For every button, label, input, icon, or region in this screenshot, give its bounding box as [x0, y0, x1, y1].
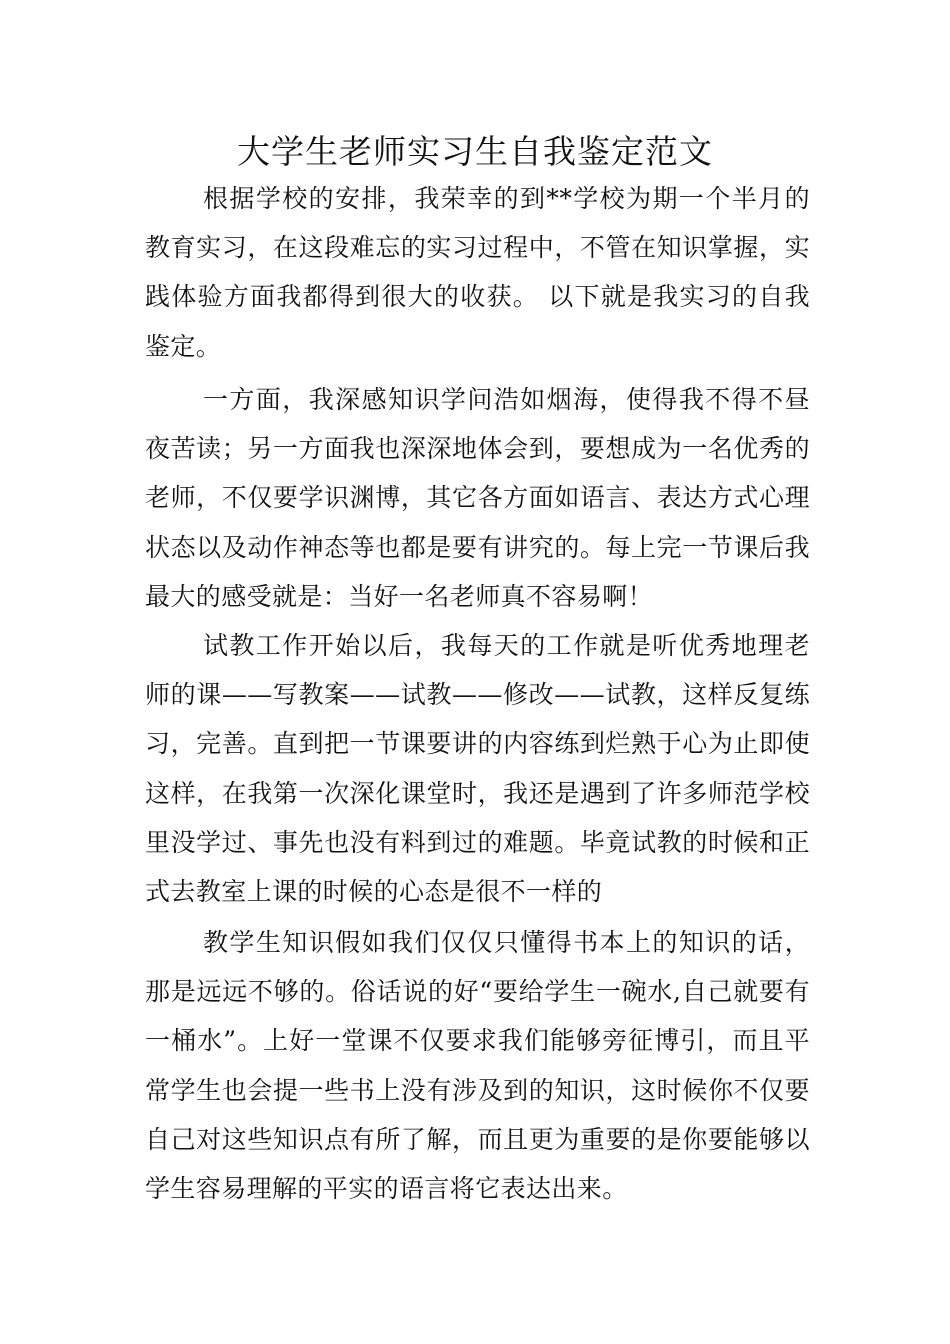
paragraph-3: 试教工作开始以后，我每天的工作就是听优秀地理老师的课——写教案——试教——修改——试教，这样反复练习，完善。直到把一节课要讲的内容练到烂熟于心为止即使这样，在我第一次深化课堂时，我还是遇到了许多师范学校里没学过、事先也没有料到过的难题。毕竟试教的时候和正式去教室上课的时候的心态是很不一样的: [145, 631, 810, 907]
paragraph-1: 根据学校的安排，我荣幸的到**学校为期一个半月的教育实习，在这段难忘的实习过程中，不管在知识掌握，实践体验方面我都得到很大的收获。 以下就是我实习的自我鉴定。: [145, 184, 810, 361]
paragraph-4: 教学生知识假如我们仅仅只懂得书本上的知识的话，那是远远不够的。俗话说的好“要给学生一碗水,自己就要有一桶水”。上好一堂课不仅要求我们能够旁征博引，而且平常学生也会提一些书上没有涉及到的知识，这时候你不仅要自己对这些知识点有所了解，而且更为重要的是你要能够以学生容易理解的平实的语言将它表达出来。: [145, 928, 810, 1204]
paragraph-2: 一方面，我深感知识学问浩如烟海，使得我不得不昼夜苦读；另一方面我也深深地体会到，要想成为一名优秀的老师，不仅要学识渊博，其它各方面如语言、表达方式心理状态以及动作神态等也都是要有讲究的。每上完一节课后我最大的感受就是：当好一名老师真不容易啊！: [145, 385, 810, 611]
document-title: 大学生老师实习生自我鉴定范文: [237, 132, 713, 171]
